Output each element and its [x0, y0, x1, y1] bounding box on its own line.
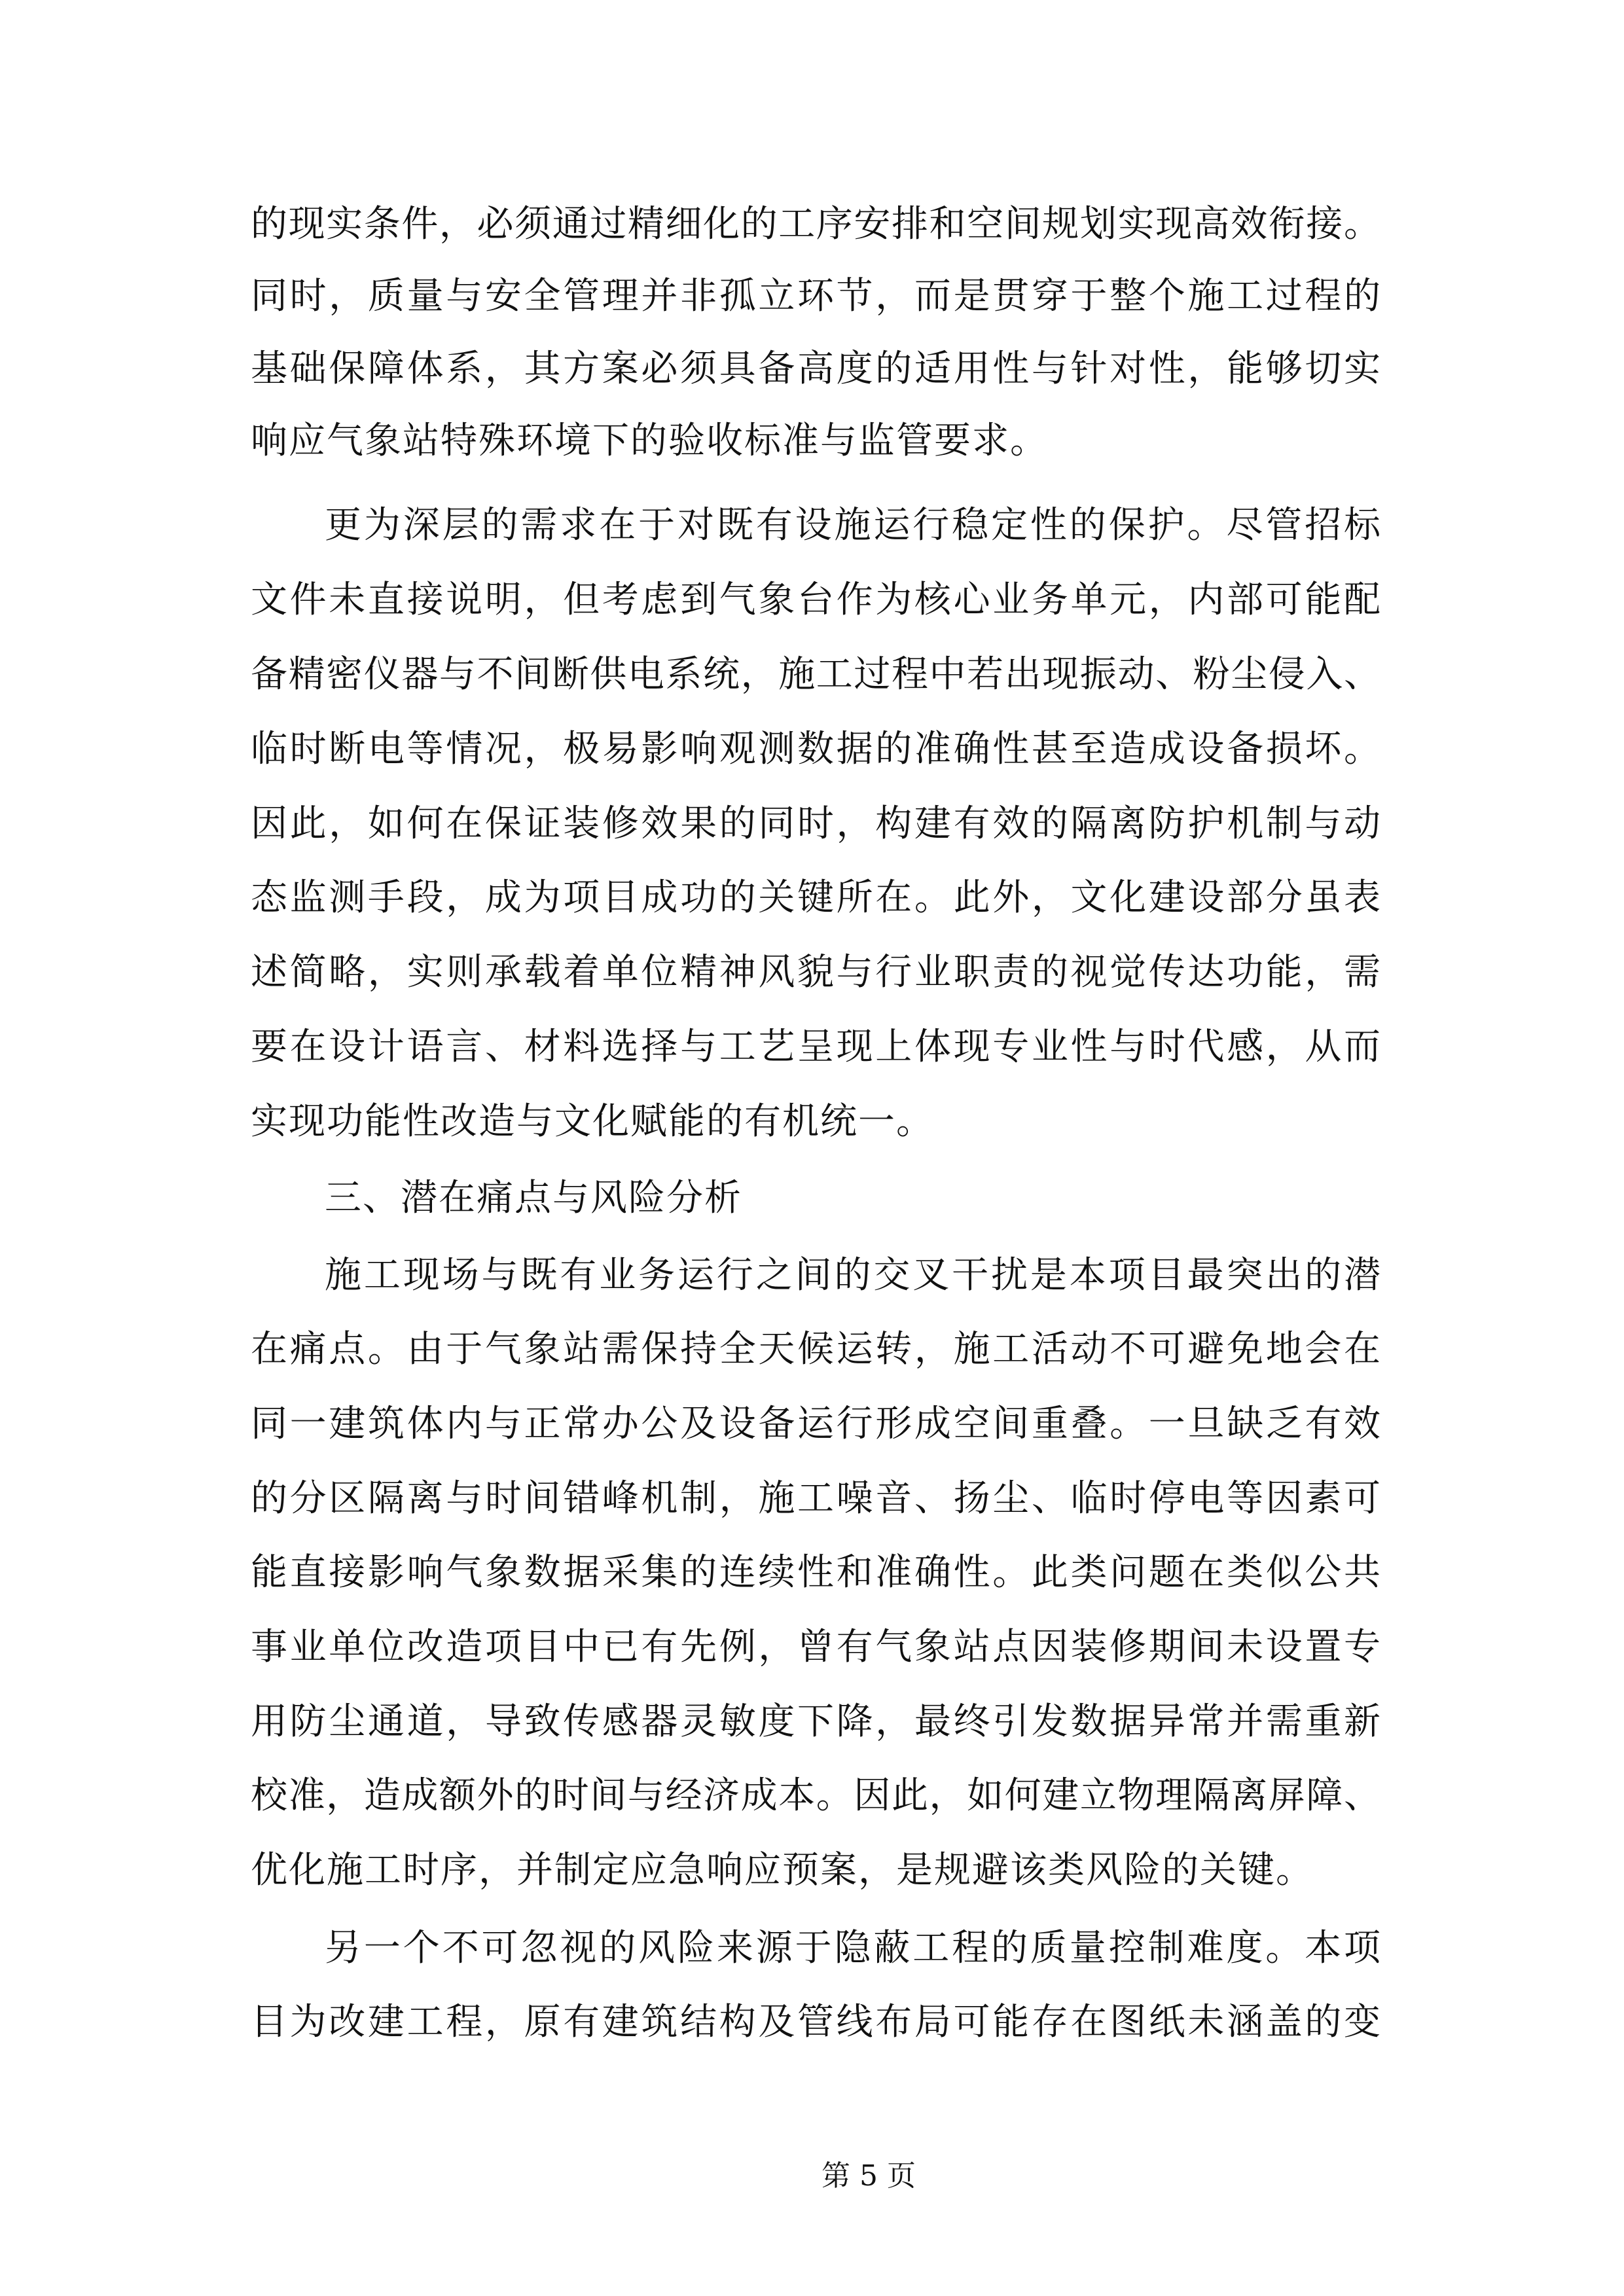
text-line: 临时断电等情况，极易影响观测数据的准确性甚至造成设备损坏。 — [251, 728, 1380, 770]
text-line: 态监测手段，成为项目成功的关键所在。此外，文化建设部分虽表 — [251, 876, 1380, 919]
text-line: 实现功能性改造与文化赋能的有机统一。 — [251, 1100, 934, 1143]
text-line: 要在设计语言、材料选择与工艺呈现上体现专业性与时代感，从而 — [251, 1026, 1380, 1068]
text-line: 优化施工时序，并制定应急响应预案，是规避该类风险的关键。 — [251, 1849, 1314, 1892]
page-number: 第 5 页 — [821, 2159, 916, 2193]
text-line: 事业单位改造项目中已有先例，曾有气象站点因装修期间未设置专 — [251, 1626, 1380, 1668]
text-line: 因此，如何在保证装修效果的同时，构建有效的隔离防护机制与动 — [251, 802, 1380, 845]
page-footer — [719, 2117, 981, 2193]
text-line: 基础保障体系，其方案必须具备高度的适用性与针对性，能够切实 — [251, 348, 1380, 390]
text-line: 更为深层的需求在于对既有设施运行稳定性的保护。尽管招标 — [325, 504, 1380, 547]
text-line: 施工现场与既有业务运行之间的交叉干扰是本项目最突出的潜 — [325, 1254, 1380, 1297]
text-line: 另一个不可忽视的风险来源于隐蔽工程的质量控制难度。本项 — [325, 1927, 1380, 1969]
text-line: 同时，质量与安全管理并非孤立环节，而是贯穿于整个施工过程的 — [251, 275, 1380, 317]
text-line: 的分区隔离与时间错峰机制，施工噪音、扬尘、临时停电等因素可 — [251, 1477, 1380, 1520]
text-line: 述简略，实则承载着单位精神风貌与行业职责的视觉传达功能，需 — [251, 951, 1380, 994]
text-line: 目为改建工程，原有建筑结构及管线布局可能存在图纸未涵盖的变 — [251, 2001, 1380, 2043]
text-line: 文件未直接说明，但考虑到气象台作为核心业务单元，内部可能配 — [251, 579, 1380, 621]
section-heading: 三、潜在痛点与风险分析 — [325, 1177, 742, 1219]
text-line: 同一建筑体内与正常办公及设备运行形成空间重叠。一旦缺乏有效 — [251, 1403, 1380, 1445]
text-line: 的现实条件，必须通过精细化的工序安排和空间规划实现高效衔接。 — [251, 203, 1380, 245]
text-line: 在痛点。由于气象站需保持全天候运转，施工活动不可避免地会在 — [251, 1328, 1380, 1371]
text-line: 响应气象站特殊环境下的验收标准与监管要求。 — [251, 420, 1048, 462]
text-line: 备精密仪器与不间断供电系统，施工过程中若出现振动、粉尘侵入、 — [251, 653, 1380, 696]
text-line: 能直接影响气象数据采集的连续性和准确性。此类问题在类似公共 — [251, 1551, 1380, 1594]
text-line: 校准，造成额外的时间与经济成本。因此，如何建立物理隔离屏障、 — [251, 1774, 1380, 1817]
text-line: 用防尘通道，导致传感器灵敏度下降，最终引发数据异常并需重新 — [251, 1700, 1380, 1743]
